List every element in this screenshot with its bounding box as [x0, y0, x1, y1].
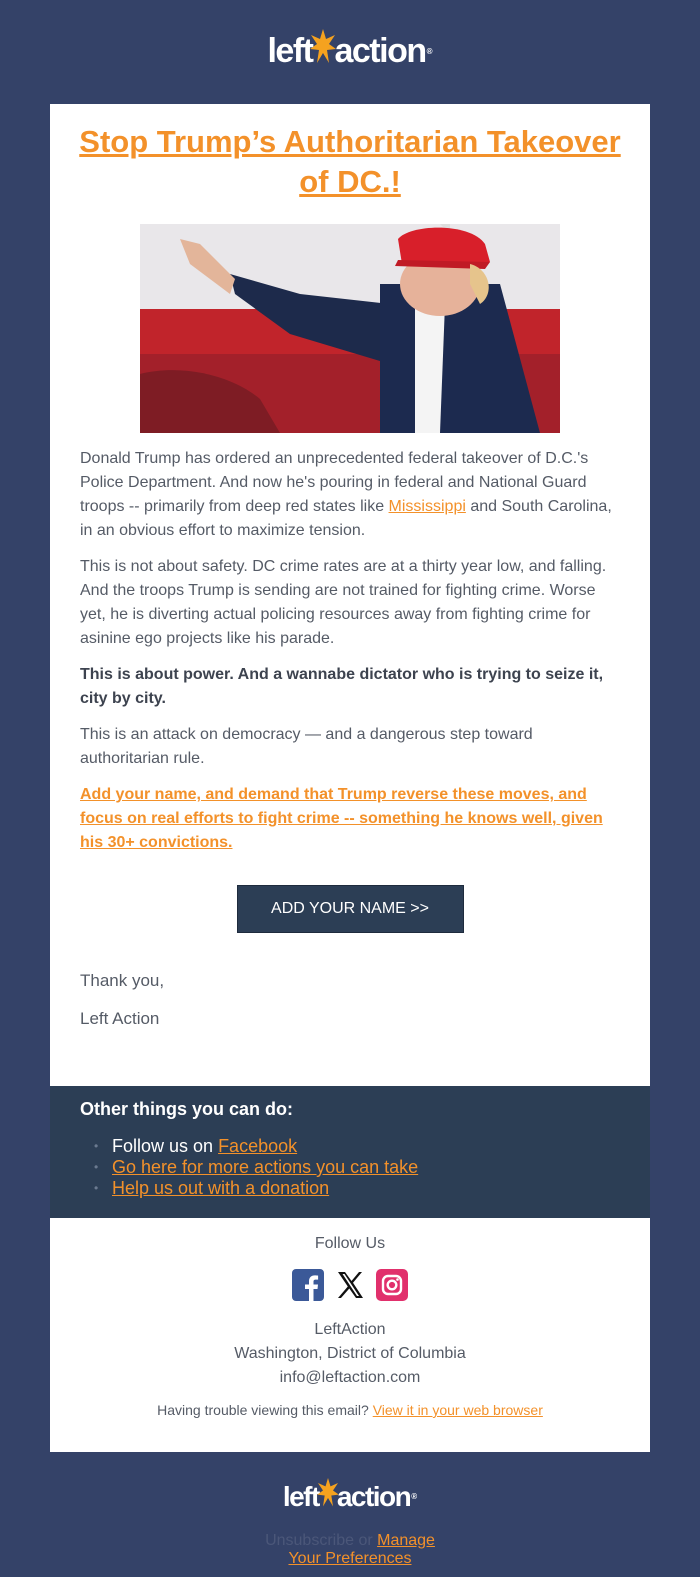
manage-preferences-link[interactable]: Manage Your Preferences	[288, 1532, 435, 1567]
follow-prefix: Follow us on	[112, 1136, 219, 1156]
signoff	[80, 969, 620, 1031]
add-your-name-button[interactable]: ADD YOUR NAME >>	[237, 885, 464, 933]
more-actions-link[interactable]: Go here for more actions you can take	[112, 1157, 419, 1177]
follow-us-label: Follow Us	[314, 1235, 386, 1252]
cta-paragraph	[80, 783, 620, 855]
body-paragraph-3: This is about power. And a wannabe dictator who is trying to seize it, city by city.	[80, 666, 604, 707]
main-card	[50, 104, 650, 1086]
signoff-thanks: Thank you,	[80, 971, 165, 990]
starburst-icon	[317, 1478, 339, 1515]
instagram-icon[interactable]	[376, 1269, 408, 1301]
other-actions-panel	[50, 1086, 650, 1218]
unsubscribe-block	[260, 1532, 440, 1568]
facebook-icon[interactable]	[292, 1269, 324, 1301]
leftaction-footer-logo[interactable]	[283, 1478, 417, 1515]
header-logo-bar	[0, 0, 700, 104]
list-item	[112, 1136, 620, 1157]
add-your-name-link[interactable]: Add your name, and demand that Trump reverse these moves, and focus on real efforts to fight crime -- something he knows well, given his 30+ convictions.	[80, 786, 603, 851]
leftaction-logo[interactable]	[267, 29, 432, 74]
view-in-browser-link[interactable]: View it in your web browser	[372, 1402, 543, 1418]
footer-logo-bar	[0, 1478, 700, 1515]
org-email: info@leftaction.com	[279, 1369, 421, 1386]
body-paragraph-4: This is an attack on democracy — and a dangerous step toward authoritarian rule.	[80, 726, 533, 767]
body-content	[50, 433, 650, 1031]
logo-text-left: left	[282, 1480, 319, 1512]
logo-text-right: action	[334, 31, 426, 70]
address-block	[50, 1318, 650, 1390]
body-p1-text: Donald Trump has ordered an unprecedented federal takeover of D.C.'s Police Department. And now he's pouring in federal and National Guard troops -- primarily from deep red states like	[80, 450, 589, 515]
org-name: LeftAction	[314, 1321, 386, 1338]
list-item	[112, 1178, 620, 1199]
starburst-icon	[310, 29, 336, 74]
logo-text-left: left	[267, 31, 313, 70]
headline-link[interactable]: Stop Trump’s Authoritarian Takeover of DC.!	[79, 124, 621, 199]
other-actions-title: Other things you can do:	[80, 1099, 294, 1119]
trouble-viewing	[50, 1402, 650, 1418]
other-actions-list	[80, 1136, 620, 1199]
signoff-name: Left Action	[80, 1009, 160, 1028]
body-paragraph-2: This is not about safety. DC crime rates are at a thirty year low, and falling. And the troops Trump is sending are not trained for fighting crime. Worse yet, he is diverting actual policing resources away from fighting crime for asinine ego projects like his parade.	[80, 558, 607, 647]
headline	[50, 104, 650, 202]
unsubscribe-text[interactable]: Unsubscribe or	[265, 1532, 378, 1549]
facebook-link[interactable]: Facebook	[218, 1136, 298, 1156]
body-p1-text-end: and South Carolina, in an obvious effort to maximize tension.	[80, 498, 612, 539]
x-icon[interactable]	[334, 1269, 366, 1301]
mississippi-link[interactable]: Mississippi	[388, 498, 466, 515]
registered-mark: ®	[426, 46, 433, 56]
registered-mark: ®	[411, 1492, 418, 1501]
social-icons	[50, 1268, 650, 1302]
hero-photo[interactable]	[140, 224, 560, 433]
footer-card	[50, 1218, 650, 1452]
donation-link[interactable]: Help us out with a donation	[112, 1178, 330, 1198]
trouble-text: Having trouble viewing this email?	[157, 1402, 373, 1418]
button-wrap	[80, 885, 620, 933]
body-paragraph-1	[80, 447, 620, 543]
org-location: Washington, District of Columbia	[234, 1345, 466, 1362]
logo-text-right: action	[336, 1480, 411, 1512]
list-item	[112, 1157, 620, 1178]
